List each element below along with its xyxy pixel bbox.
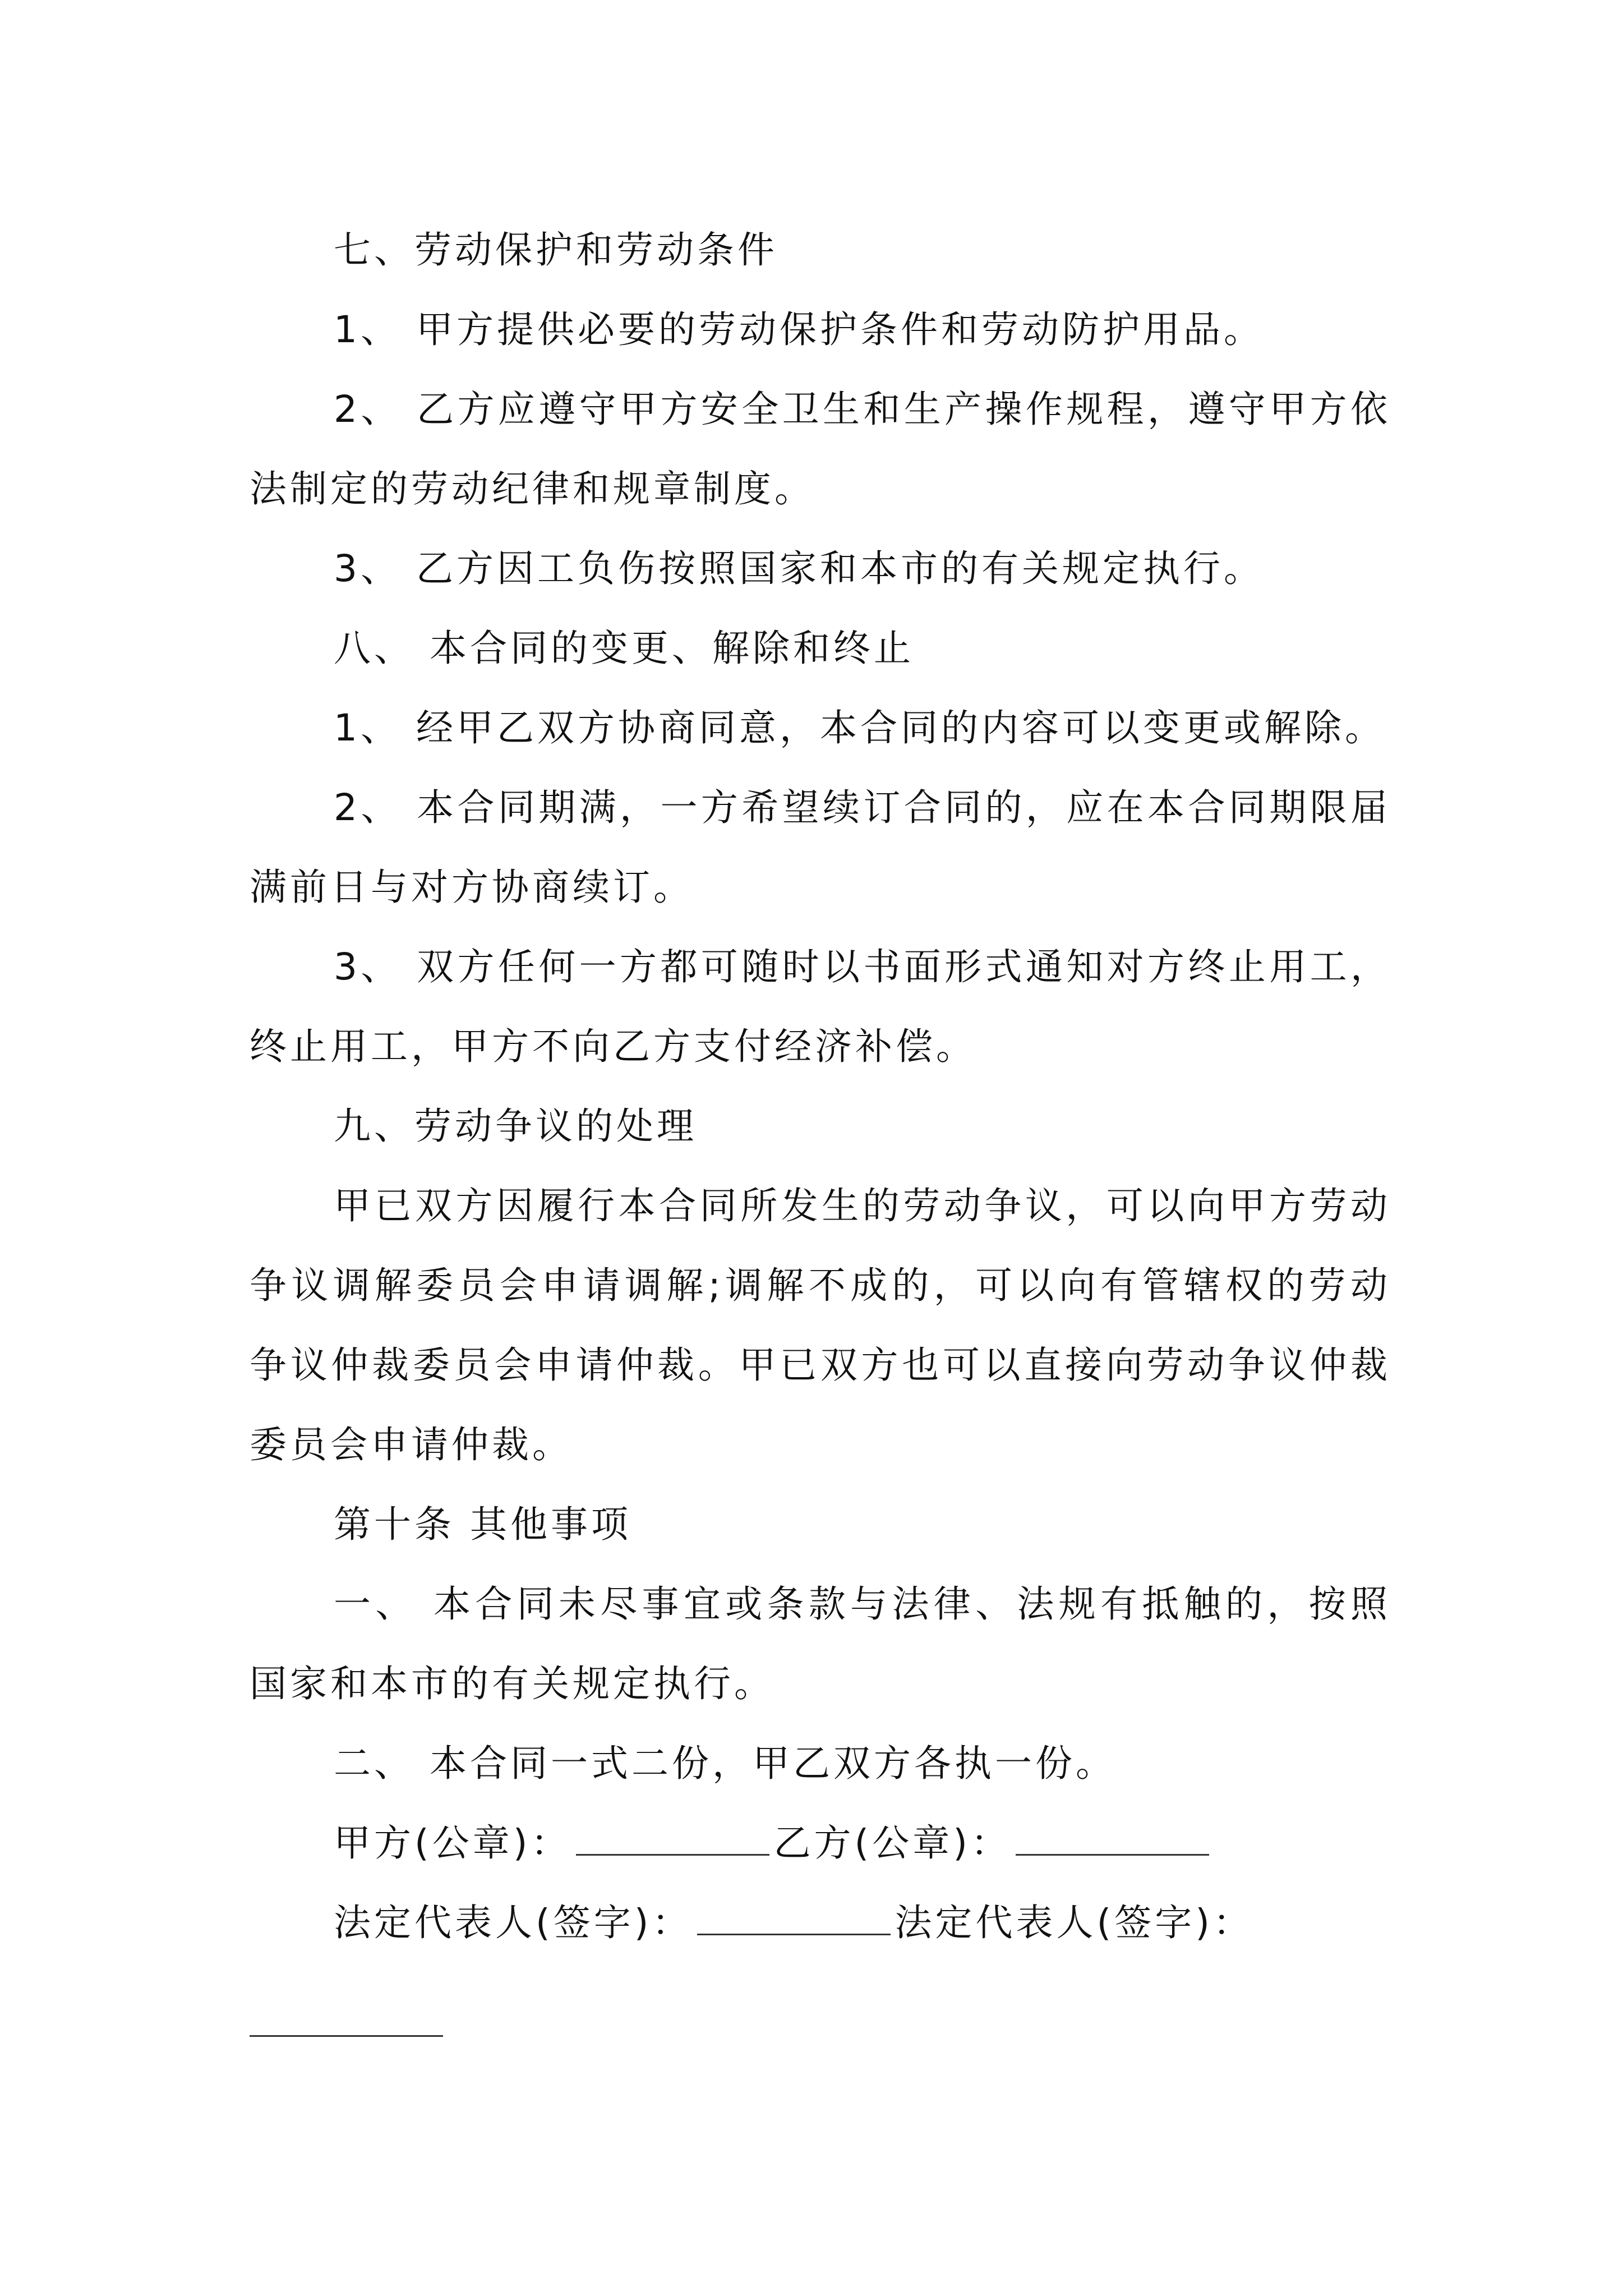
clause-paragraph: 2、 本合同期满，一方希望续订合同的，应在本合同期限届满前日与对方协商续订。 (250, 786, 1391, 909)
party-a-seal-label: 甲方(公章)： (334, 1821, 571, 1865)
clause-paragraph: 3、 双方任何一方都可随时以书面形式通知对方终止用工，终止用工，甲方不向乙方支付经济补偿。 (250, 945, 1391, 1068)
clause-paragraph: 2、 乙方应遵守甲方安全卫生和生产操作规程，遵守甲方依法制定的劳动纪律和规章制度。 (250, 388, 1391, 510)
section-heading-labor-protection: 七、劳动保护和劳动条件 (334, 228, 778, 272)
clause-paragraph: 1、 经甲乙双方协商同意，本合同的内容可以变更或解除。 (334, 706, 1385, 749)
seal-signature-row (250, 1803, 1391, 1883)
party-a-seal-blank (576, 1853, 769, 1856)
clause-paragraph: 3、 乙方因工负伤按照国家和本市的有关规定执行。 (334, 547, 1264, 590)
legal-rep-b-label: 法定代表人(签字)： (895, 1901, 1253, 1944)
legal-rep-b-blank (250, 2035, 443, 2037)
section-heading-labor-dispute: 九、劳动争议的处理 (334, 1105, 697, 1148)
legal-rep-a-label: 法定代表人(签字)： (334, 1901, 693, 1944)
party-b-seal-label: 乙方(公章)： (773, 1821, 1011, 1865)
party-b-seal-blank (1016, 1853, 1209, 1856)
section-heading-contract-change: 八、 本合同的变更、解除和终止 (334, 627, 914, 670)
clause-paragraph: 一、 本合同未尽事宜或条款与法律、法规有抵触的，按照国家和本市的有关规定执行。 (250, 1582, 1391, 1705)
clause-paragraph: 甲已双方因履行本合同所发生的劳动争议，可以向甲方劳动争议调解委员会申请调解;调解不成的，可以向有管辖权的劳动争议仲裁委员会申请仲裁。甲已双方也可以直接向劳动争议仲裁委员会申请仲裁。 (250, 1184, 1391, 1466)
legal-rep-a-blank (697, 1933, 891, 1935)
clause-paragraph: 二、 本合同一式二份，甲乙双方各执一份。 (334, 1742, 1116, 1785)
legal-rep-signature-row (250, 1883, 1391, 1963)
document-body (250, 210, 1391, 1963)
clause-paragraph: 1、 甲方提供必要的劳动保护条件和劳动防护用品。 (334, 308, 1264, 351)
section-heading-other-matters: 第十条 其他事项 (334, 1503, 631, 1546)
